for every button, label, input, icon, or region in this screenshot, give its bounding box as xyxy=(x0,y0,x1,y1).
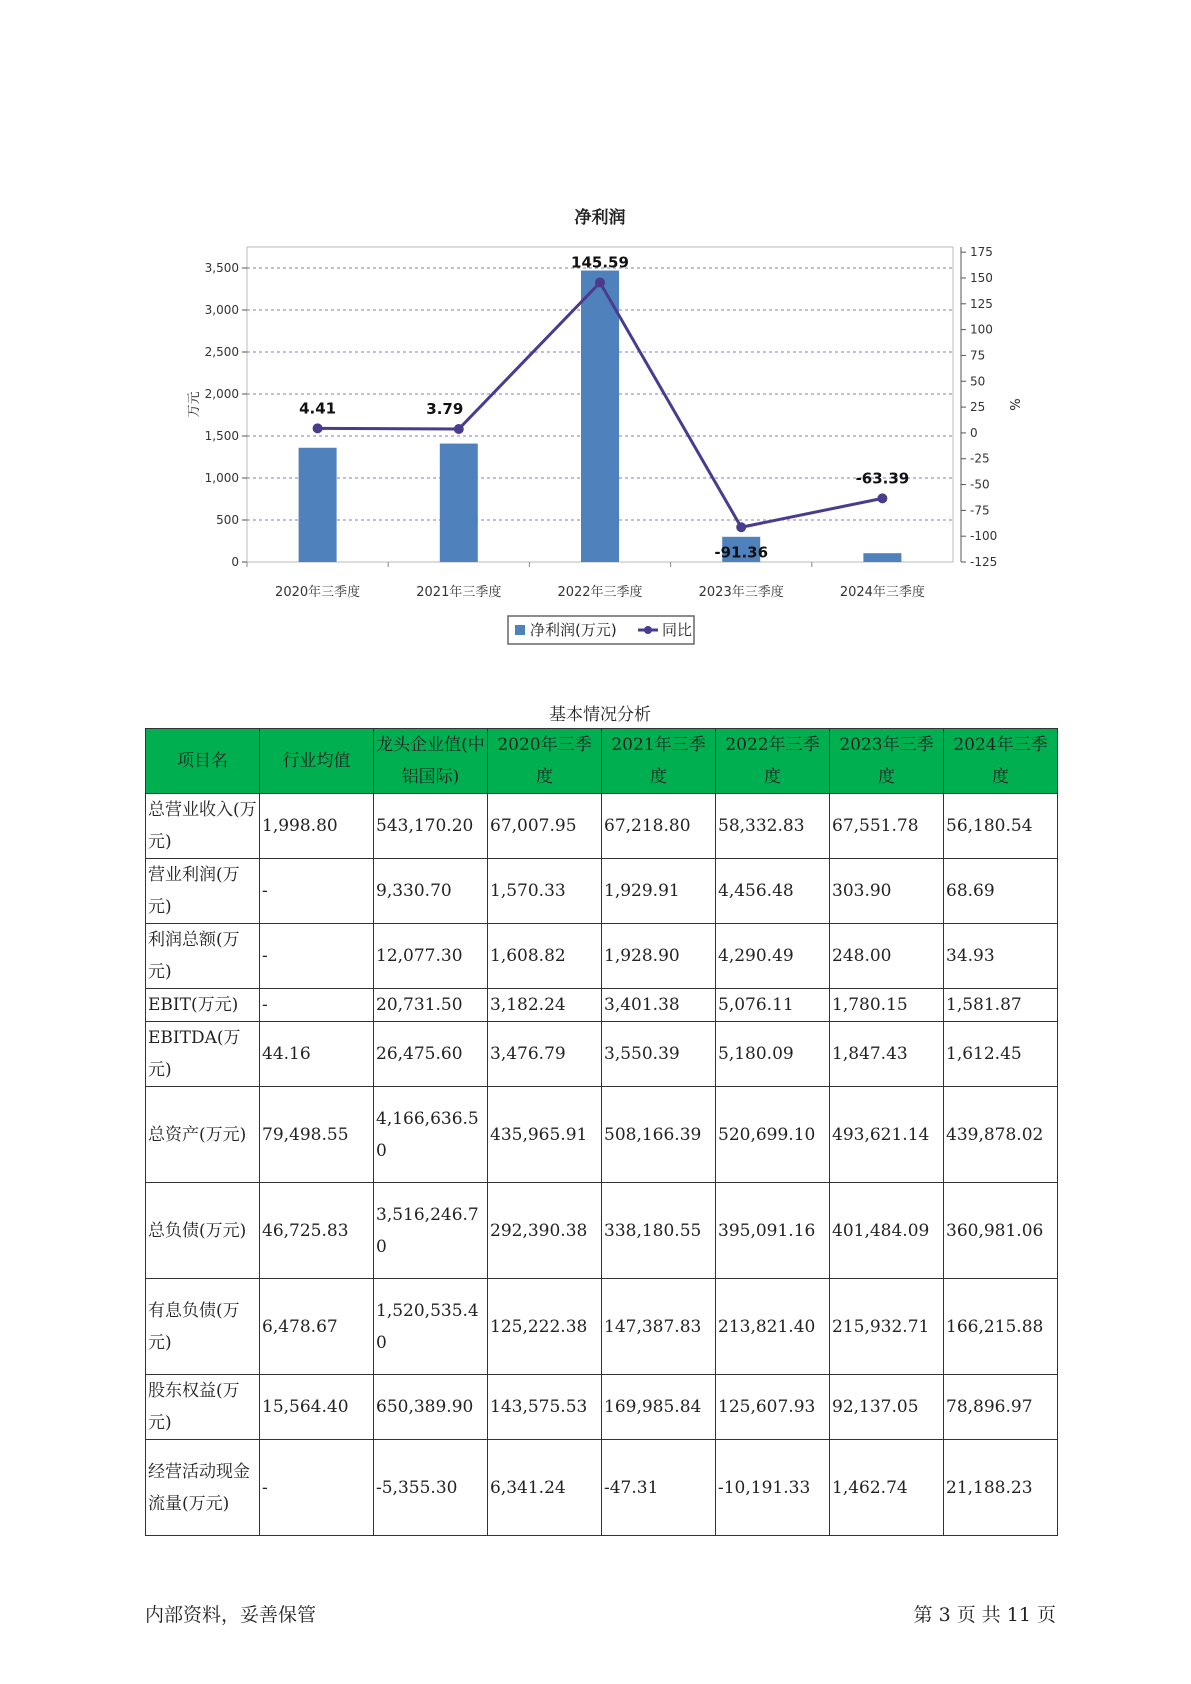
data-label: -91.36 xyxy=(714,543,769,562)
table-cell: 5,180.09 xyxy=(716,1022,830,1087)
table-row xyxy=(146,1279,1058,1375)
table-row xyxy=(146,1440,1058,1536)
table-cell: 1,612.45 xyxy=(944,1022,1058,1087)
table-cell: 3,550.39 xyxy=(602,1022,716,1087)
table-cell: 360,981.06 xyxy=(944,1183,1058,1279)
row-label-cell: 营业利润(万元) xyxy=(146,859,260,924)
footer-confidential-note: 内部资料，妥善保管 xyxy=(145,1604,317,1626)
y2-tick-label: 150 xyxy=(970,270,993,285)
table-header-cell: 2021年三季度 xyxy=(602,729,716,794)
table-cell: 1,847.43 xyxy=(830,1022,944,1087)
footer-page-number: 第 3 页 共 11 页 xyxy=(913,1604,1056,1626)
y2-tick-label: 50 xyxy=(970,374,986,389)
yoy-point xyxy=(313,423,323,433)
table-cell: 147,387.83 xyxy=(602,1279,716,1375)
row-label-cell: 有息负债(万元) xyxy=(146,1279,260,1375)
y-tick-label: 1,000 xyxy=(204,471,239,485)
table-cell: 1,581.87 xyxy=(944,989,1058,1022)
x-tick-label: 2021年三季度 xyxy=(416,585,502,600)
y2-tick-label: -75 xyxy=(970,503,990,518)
table-cell: 34.93 xyxy=(944,924,1058,989)
table-row xyxy=(146,989,1058,1022)
table-cell: 12,077.30 xyxy=(374,924,488,989)
bar xyxy=(299,448,337,562)
x-tick-label: 2023年三季度 xyxy=(698,585,784,600)
data-label: 145.59 xyxy=(571,253,629,272)
table-row xyxy=(146,1087,1058,1183)
table-cell: 4,290.49 xyxy=(716,924,830,989)
legend-label-yoy: 同比 xyxy=(662,621,693,639)
table-header-row xyxy=(146,729,1058,794)
y2-axis-label: % xyxy=(1006,398,1021,411)
table-header-cell: 项目名 xyxy=(146,729,260,794)
y2-tick-label: -125 xyxy=(970,555,998,569)
table-cell: 508,166.39 xyxy=(602,1087,716,1183)
legend-swatch-marker xyxy=(644,626,652,634)
table-cell: 338,180.55 xyxy=(602,1183,716,1279)
table-cell: 1,998.80 xyxy=(260,794,374,859)
table-cell: 1,780.15 xyxy=(830,989,944,1022)
table-cell: 292,390.38 xyxy=(488,1183,602,1279)
row-label-cell: 经营活动现金流量(万元) xyxy=(146,1440,260,1536)
table-cell: - xyxy=(260,989,374,1022)
table-cell: - xyxy=(260,924,374,989)
y-tick-label: 3,000 xyxy=(204,303,239,317)
y2-tick-label: 100 xyxy=(970,322,993,337)
table-cell: - xyxy=(260,859,374,924)
table-row xyxy=(146,859,1058,924)
yoy-point xyxy=(595,278,605,288)
table-cell: 5,076.11 xyxy=(716,989,830,1022)
table-cell: 213,821.40 xyxy=(716,1279,830,1375)
y-tick-label: 3,500 xyxy=(204,261,239,275)
table-header-cell: 2024年三季度 xyxy=(944,729,1058,794)
table-cell: - xyxy=(260,1440,374,1536)
table-header-cell: 行业均值 xyxy=(260,729,374,794)
yoy-point xyxy=(736,522,746,532)
yoy-point xyxy=(877,493,887,503)
table-cell: 67,551.78 xyxy=(830,794,944,859)
table-header-cell: 2023年三季度 xyxy=(830,729,944,794)
chart-title: 净利润 xyxy=(574,208,626,228)
table-cell: 1,929.91 xyxy=(602,859,716,924)
table-cell: 58,332.83 xyxy=(716,794,830,859)
table-cell: 3,516,246.70 xyxy=(374,1183,488,1279)
table-cell: 46,725.83 xyxy=(260,1183,374,1279)
table-cell: 1,520,535.40 xyxy=(374,1279,488,1375)
bar xyxy=(440,444,478,562)
bar xyxy=(581,271,619,562)
table-cell: 3,182.24 xyxy=(488,989,602,1022)
table-row xyxy=(146,794,1058,859)
table-cell: 67,007.95 xyxy=(488,794,602,859)
table-row xyxy=(146,1022,1058,1087)
table-cell: 3,476.79 xyxy=(488,1022,602,1087)
table-cell: 4,456.48 xyxy=(716,859,830,924)
table-cell: 6,341.24 xyxy=(488,1440,602,1536)
row-label-cell: 总营业收入(万元) xyxy=(146,794,260,859)
table-cell: 92,137.05 xyxy=(830,1375,944,1440)
table-cell: 215,932.71 xyxy=(830,1279,944,1375)
chart-canvas xyxy=(0,0,1191,660)
y2-tick-label: 175 xyxy=(970,245,993,260)
table-cell: 125,222.38 xyxy=(488,1279,602,1375)
yoy-point xyxy=(454,424,464,434)
table-cell: 79,498.55 xyxy=(260,1087,374,1183)
data-label: 3.79 xyxy=(426,399,464,418)
table-cell: 439,878.02 xyxy=(944,1087,1058,1183)
y2-tick-label: -25 xyxy=(970,451,990,466)
y2-tick-label: -100 xyxy=(970,529,998,544)
row-label-cell: 总资产(万元) xyxy=(146,1087,260,1183)
table-cell: 26,475.60 xyxy=(374,1022,488,1087)
table-row xyxy=(146,1183,1058,1279)
row-label-cell: 总负债(万元) xyxy=(146,1183,260,1279)
table-cell: 78,896.97 xyxy=(944,1375,1058,1440)
table-row xyxy=(146,924,1058,989)
table-cell: 68.69 xyxy=(944,859,1058,924)
table-cell: 520,699.10 xyxy=(716,1087,830,1183)
table-cell: 166,215.88 xyxy=(944,1279,1058,1375)
y2-tick-label: 125 xyxy=(970,296,993,311)
table-cell: 21,188.23 xyxy=(944,1440,1058,1536)
table-cell: -47.31 xyxy=(602,1440,716,1536)
table-header-cell: 龙头企业值(中铝国际) xyxy=(374,729,488,794)
table-cell: -5,355.30 xyxy=(374,1440,488,1536)
y2-tick-label: 75 xyxy=(970,348,986,363)
table-cell: 435,965.91 xyxy=(488,1087,602,1183)
table-row xyxy=(146,1375,1058,1440)
y-axis-label: 万元 xyxy=(187,391,202,418)
row-label-cell: 利润总额(万元) xyxy=(146,924,260,989)
table-cell: 1,608.82 xyxy=(488,924,602,989)
table-cell: 4,166,636.50 xyxy=(374,1087,488,1183)
table-cell: 1,462.74 xyxy=(830,1440,944,1536)
table-cell: 650,389.90 xyxy=(374,1375,488,1440)
table-cell: 401,484.09 xyxy=(830,1183,944,1279)
table-header-cell: 2020年三季度 xyxy=(488,729,602,794)
data-label: -63.39 xyxy=(855,469,910,488)
table-cell: 44.16 xyxy=(260,1022,374,1087)
row-label-cell: EBIT(万元) xyxy=(146,989,260,1022)
table-cell: 125,607.93 xyxy=(716,1375,830,1440)
table-cell: 543,170.20 xyxy=(374,794,488,859)
x-tick-label: 2020年三季度 xyxy=(275,585,361,600)
y-tick-label: 2,500 xyxy=(204,345,239,359)
table-cell: 303.90 xyxy=(830,859,944,924)
row-label-cell: 股东权益(万元) xyxy=(146,1375,260,1440)
table-cell: 9,330.70 xyxy=(374,859,488,924)
row-label-cell: EBITDA(万元) xyxy=(146,1022,260,1087)
table-cell: 169,985.84 xyxy=(602,1375,716,1440)
x-tick-label: 2022年三季度 xyxy=(557,585,643,600)
table-caption: 基本情况分析 xyxy=(549,705,651,725)
table-cell: 15,564.40 xyxy=(260,1375,374,1440)
table-cell: 67,218.80 xyxy=(602,794,716,859)
table-cell: 1,928.90 xyxy=(602,924,716,989)
bar xyxy=(863,553,901,562)
table-cell: -10,191.33 xyxy=(716,1440,830,1536)
legend-label-net-profit: 净利润(万元) xyxy=(530,621,617,639)
table-cell: 20,731.50 xyxy=(374,989,488,1022)
table-cell: 6,478.67 xyxy=(260,1279,374,1375)
y-tick-label: 1,500 xyxy=(204,429,239,443)
table-cell: 3,401.38 xyxy=(602,989,716,1022)
table-header-cell: 2022年三季度 xyxy=(716,729,830,794)
legend-swatch-bar xyxy=(515,625,525,635)
y-tick-label: 500 xyxy=(216,513,239,527)
net-profit-chart xyxy=(0,0,1191,660)
y2-tick-label: 25 xyxy=(970,400,986,415)
data-label: 4.41 xyxy=(299,399,337,418)
y-tick-label: 0 xyxy=(231,555,239,569)
table-cell: 56,180.54 xyxy=(944,794,1058,859)
table-cell: 248.00 xyxy=(830,924,944,989)
table-cell: 143,575.53 xyxy=(488,1375,602,1440)
y2-tick-label: -50 xyxy=(970,477,990,492)
table-cell: 395,091.16 xyxy=(716,1183,830,1279)
table-cell: 1,570.33 xyxy=(488,859,602,924)
basic-analysis-table xyxy=(145,728,1058,1536)
y2-tick-label: 0 xyxy=(970,425,978,440)
table-cell: 493,621.14 xyxy=(830,1087,944,1183)
x-tick-label: 2024年三季度 xyxy=(839,585,925,600)
y-tick-label: 2,000 xyxy=(204,387,239,401)
